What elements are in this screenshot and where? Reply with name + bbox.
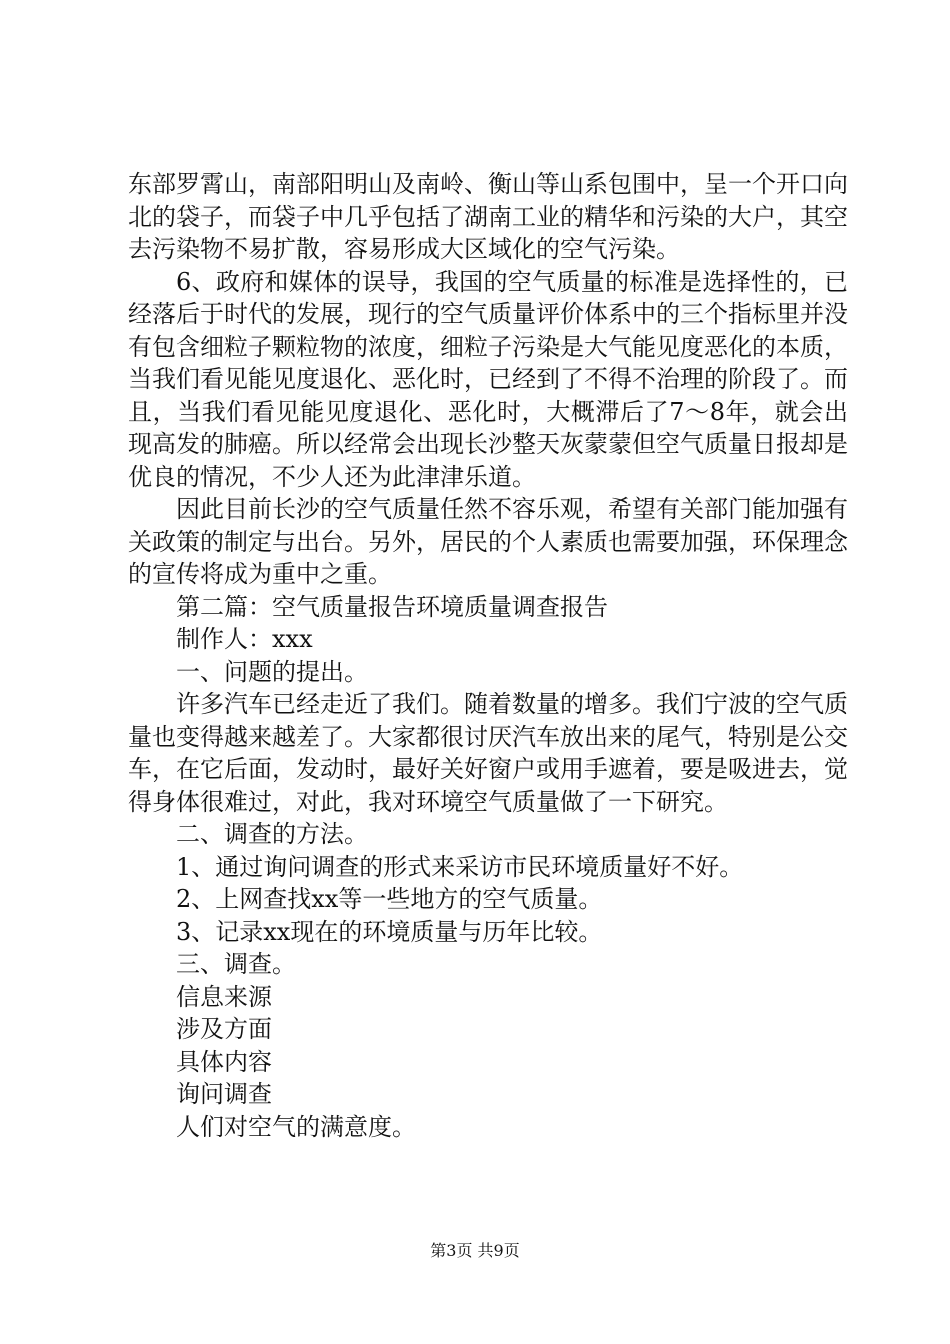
- author-line: 制作人：xxx: [176, 625, 313, 653]
- method-item-2: 2、上网查找xx等一些地方的空气质量。: [176, 885, 603, 913]
- page-number-label: 第3页 共9页: [430, 1241, 520, 1260]
- survey-line-satisfaction: 人们对空气的满意度。: [176, 1112, 416, 1141]
- section-heading-2: 第二篇：空气质量报告环境质量调查报告: [176, 592, 608, 621]
- survey-line-content: 具体内容: [176, 1047, 272, 1076]
- heading-survey: 三、调查。: [176, 950, 296, 978]
- survey-line-aspect: 涉及方面: [176, 1015, 272, 1043]
- method-item-1: 1、通过询问调查的形式来采访市民环境质量好不好。: [176, 852, 744, 881]
- paragraph-2: 6、政府和媒体的误导，我国的空气质量的标准是选择性的，已经落后于时代的发展，现行的空气质量评价体系中的三个指标里并没有包含细粒子颗粒物的浓度，细粒子污染是大气能见度恶化的本质，当我们看见能见度退化、恶化时，已经到了不得不治理的阶段了。而且，当我们看见能见度退化、恶化时，大概滞后了7～8年，就会出现高发的肺癌。所以经常会出现长沙整天灰蒙蒙但空气质量日报却是优良的情况，不少人还为此津津乐道。: [128, 267, 848, 491]
- paragraph-3: 因此目前长沙的空气质量任然不容乐观，希望有关部门能加强有关政策的制定与出台。另外，居民的个人素质也需要加强，环保理念的宣传将成为重中之重。: [128, 495, 848, 588]
- heading-method: 二、调查的方法。: [176, 820, 368, 848]
- heading-problem: 一、问题的提出。: [176, 657, 368, 686]
- paragraph-1: 东部罗霄山，南部阳明山及南岭、衡山等山系包围中，呈一个开口向北的袋子，而袋子中几乎包括了湖南工业的精华和污染的大户，其空去污染物不易扩散，容易形成大区域化的空气污染。: [128, 170, 848, 263]
- document-body: [128, 168, 848, 1143]
- survey-line-source: 信息来源: [176, 982, 272, 1011]
- method-item-3: 3、记录xx现在的环境质量与历年比较。: [176, 917, 603, 946]
- page-footer: [0, 1241, 950, 1261]
- survey-line-inquiry: 询问调查: [176, 1080, 272, 1108]
- paragraph-problem: 许多汽车已经走近了我们。随着数量的增多。我们宁波的空气质量也变得越来越差了。大家都很讨厌汽车放出来的尾气，特别是公交车，在它后面，发动时，最好关好窗户或用手遮着，要是吸进去，觉得身体很难过，对此，我对环境空气质量做了一下研究。: [128, 690, 848, 816]
